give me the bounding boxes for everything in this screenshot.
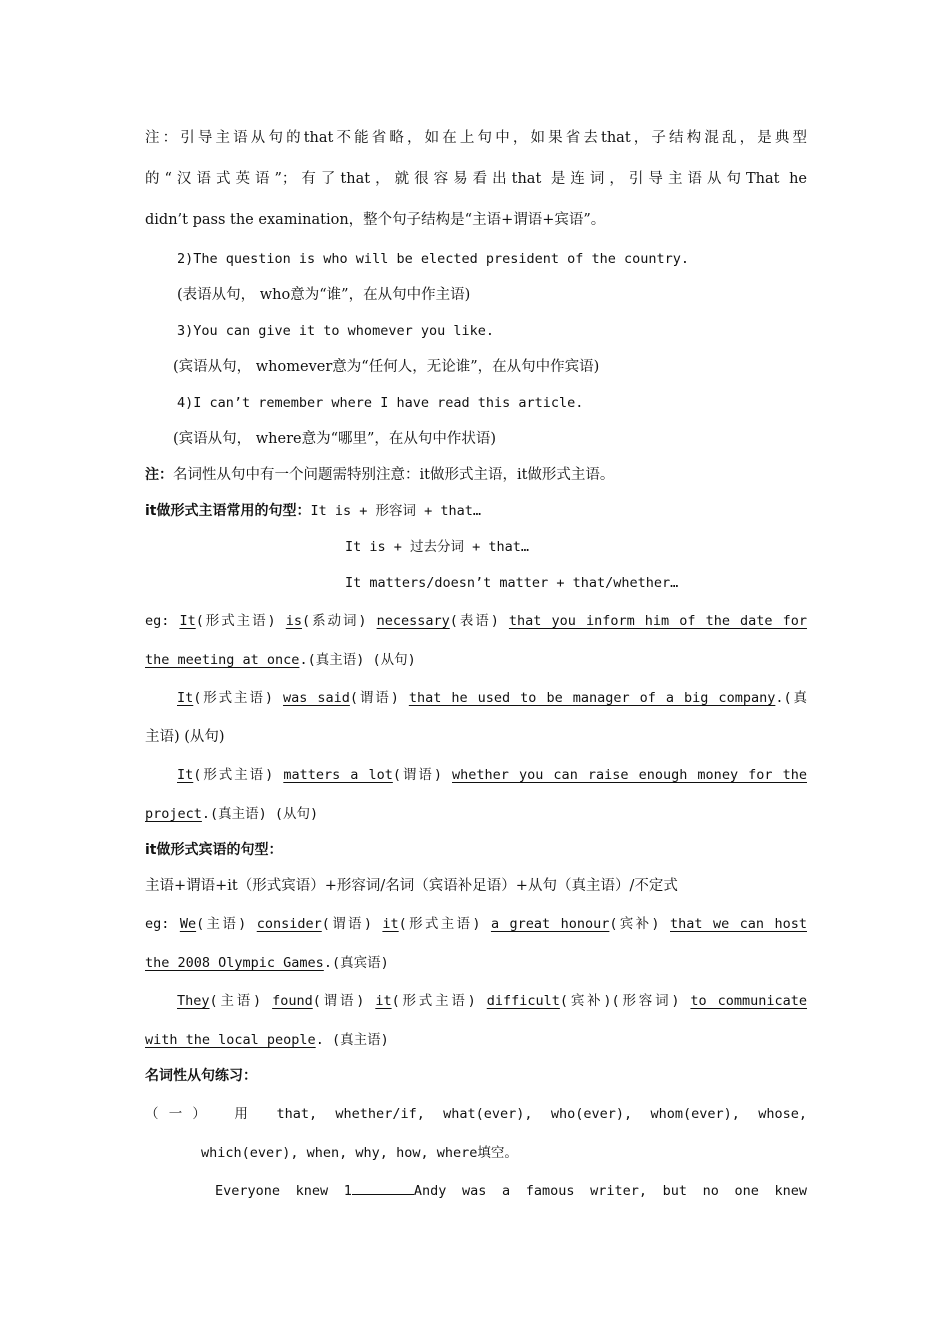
example-eg4-line-1: eg: We(主语) consider(谓语) it(形式主语) a great honour(宾补) that we can host — [145, 916, 807, 932]
example-2-note: (表语从句， who意为“谁”，在从句中作主语) — [177, 287, 471, 303]
example-eg4-line-2: the 2008 Olympic Games.(真宾语) — [145, 955, 389, 971]
subject-pattern-item: It is + 形容词 + that… — [310, 503, 482, 519]
exercise-passage-line-1: Everyone knew 1 Andy was a famous writer, but no one knew — [145, 1171, 807, 1212]
example-eg2-line-2: 主语) (从句) — [145, 729, 225, 745]
note-paragraph-line-3: didn’t pass the examination，整个句子结构是“主语+谓语+宾语”。 — [145, 212, 606, 228]
example-4-note: (宾语从句， where意为“哪里”，在从句中作状语) — [173, 431, 497, 447]
example-eg5-line-1: They(主语) found(谓语) it(形式主语) difficult(宾补)(形容词) to communicate — [177, 993, 808, 1009]
example-eg3-line-1: It(形式主语) matters a lot(谓语) whether you can raise enough money for the — [177, 767, 807, 783]
note-2 — [145, 457, 807, 493]
blank-1-input[interactable] — [352, 1180, 414, 1195]
note-2-label: 注： — [145, 467, 173, 483]
example-4-sentence: 4)I can’t remember where I have read this article. — [177, 395, 584, 411]
exercise-instruction-line-2: which(ever), when, why, how, where填空。 — [201, 1145, 518, 1161]
example-3-note: (宾语从句， whomever意为“任何人，无论谁”，在从句中作宾语) — [173, 359, 600, 375]
example-eg5-line-2: with the local people. (真主语) — [145, 1032, 389, 1048]
example-3-sentence: 3)You can give it to whomever you like. — [177, 323, 494, 339]
object-pattern-label: it做形式宾语的句型： — [145, 842, 283, 858]
exercise-title: 名词性从句练习： — [145, 1068, 257, 1084]
document-page — [145, 118, 807, 1212]
subject-pattern-1 — [145, 493, 807, 529]
note-2-text: 名词性从句中有一个问题需特别注意：it做形式主语，it做形式主语。 — [173, 467, 615, 483]
subject-pattern-2: It is + 过去分词 + that… — [345, 539, 530, 555]
example-2-sentence: 2)The question is who will be elected president of the country. — [177, 251, 690, 267]
object-pattern-formula: 主语+谓语+it（形式宾语）+形容词/名词（宾语补足语）+从句（真主语）/不定式 — [145, 878, 678, 894]
subject-pattern-3: It matters/doesn’t matter + that/whether… — [345, 575, 679, 591]
example-eg3-line-2: project.(真主语) (从句) — [145, 806, 319, 822]
exercise-instruction-line-1: （一） 用 that, whether/if, what(ever), who(ever), whom(ever), whose, — [145, 1106, 807, 1122]
example-eg2-line-1: It(形式主语) was said(谓语) that he used to be manager of a big company.(真 — [177, 690, 807, 706]
note-paragraph-line-1: 注：引导主语从句的that不能省略，如在上句中，如果省去that，子结构混乱，是典型 — [145, 130, 807, 146]
example-eg1-line-1: eg: It(形式主语) is(系动词) necessary(表语) that you inform him of the date for — [145, 613, 807, 629]
example-eg1-line-2: the meeting at once.(真主语) (从句) — [145, 652, 416, 668]
note-paragraph-line-2: 的“汉语式英语”；有了that，就很容易看出that 是连词，引导主语从句That he — [145, 171, 807, 187]
subject-pattern-label: it做形式主语常用的句型： — [145, 503, 311, 519]
